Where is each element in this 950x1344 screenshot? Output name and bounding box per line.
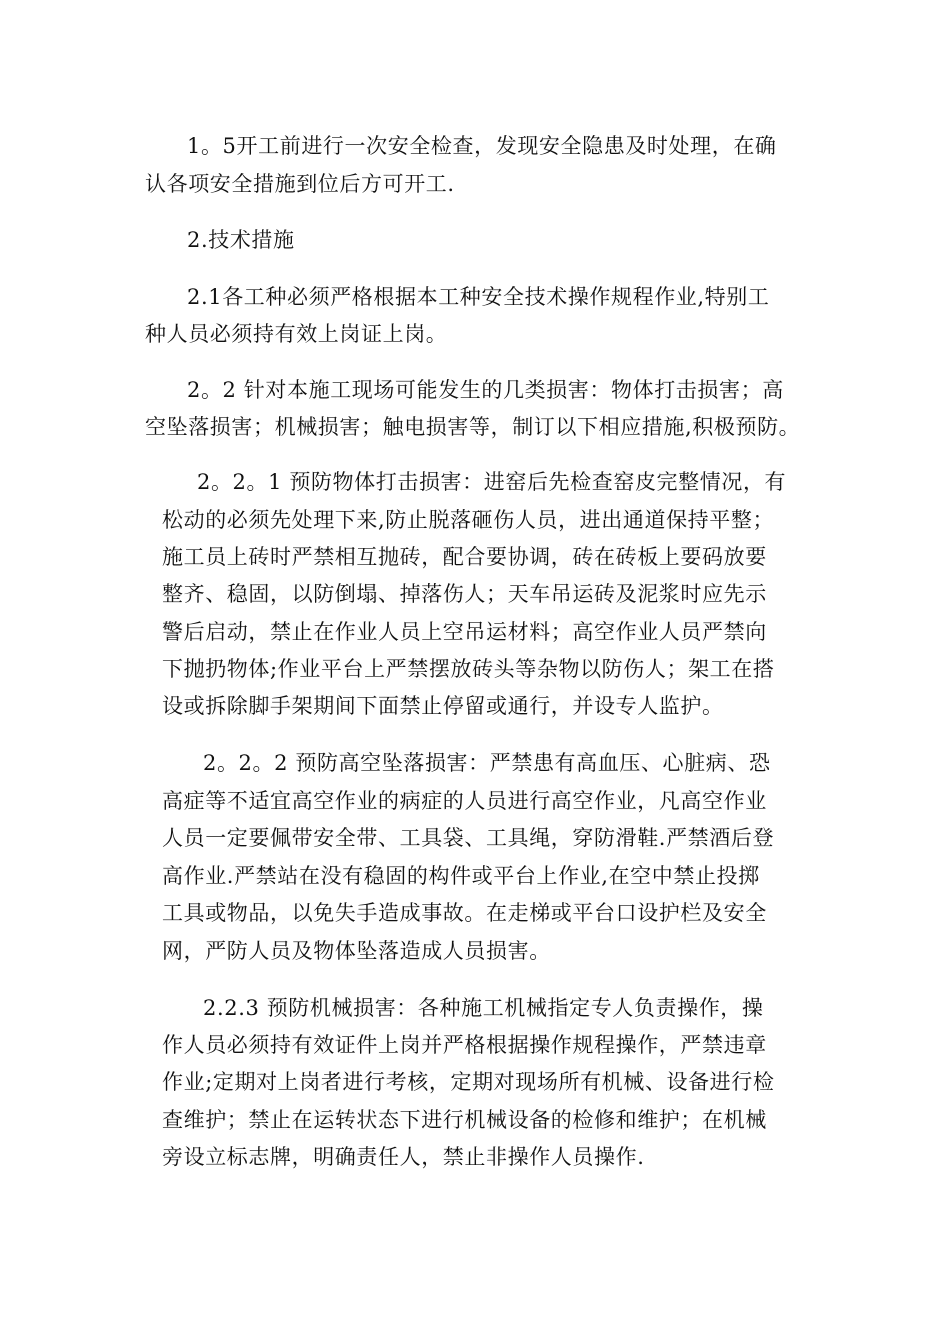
text-line: 2.2.3 预防机械损害：各种施工机械指定专人负责操作，操 <box>203 996 764 1020</box>
text-line: 认各项安全措施到位后方可开工. <box>145 172 455 196</box>
text-line: 空坠落损害；机械损害；触电损害等，制订以下相应措施,积极预防。 <box>145 415 801 439</box>
text-line: 1。5开工前进行一次安全检查，发现安全隐患及时处理，在确 <box>187 134 777 158</box>
text-line: 设或拆除脚手架期间下面禁止停留或通行，并设专人监护。 <box>162 694 724 718</box>
text-line: 2。2 针对本施工现场可能发生的几类损害：物体打击损害；高 <box>187 378 784 402</box>
text-line: 2.1各工种必须严格根据本工种安全技术操作规程作业,特别工 <box>187 285 770 309</box>
text-line: 工具或物品，以免失手造成事故。在走梯或平台口设护栏及安全 <box>162 901 767 925</box>
text-line: 2。2。1 预防物体打击损害：进窑后先检查窑皮完整情况，有 <box>197 470 787 494</box>
text-line: 2。2。2 预防高空坠落损害：严禁患有高血压、心脏病、恐 <box>203 751 771 775</box>
text-line: 高作业.严禁站在没有稳固的构件或平台上作业,在空中禁止投掷 <box>162 864 760 888</box>
text-line: 查维护；禁止在运转状态下进行机械设备的检修和维护；在机械 <box>162 1108 767 1132</box>
text-line: 下抛扔物体;作业平台上严禁摆放砖头等杂物以防伤人；架工在搭 <box>162 657 775 681</box>
text-line: 旁设立标志牌，明确责任人，禁止非操作人员操作. <box>162 1145 645 1169</box>
text-line: 整齐、稳固，以防倒塌、掉落伤人；天车吊运砖及泥浆时应先示 <box>162 582 767 606</box>
text-line: 警后启动，禁止在作业人员上空吊运材料；高空作业人员严禁向 <box>162 620 767 644</box>
text-line: 人员一定要佩带安全带、工具袋、工具绳，穿防滑鞋.严禁酒后登 <box>162 826 775 850</box>
text-line: 高症等不适宜高空作业的病症的人员进行高空作业，凡高空作业 <box>162 789 767 813</box>
text-line: 网，严防人员及物体坠落造成人员损害。 <box>162 939 551 963</box>
section-heading: 2.技术措施 <box>187 228 295 252</box>
text-line: 施工员上砖时严禁相互抛砖，配合要协调，砖在砖板上要码放要 <box>162 545 767 569</box>
text-line: 作业;定期对上岗者进行考核，定期对现场所有机械、设备进行检 <box>162 1070 775 1094</box>
text-line: 松动的必须先处理下来,防止脱落砸伤人员，进出通道保持平整； <box>162 508 775 532</box>
text-line: 作人员必须持有效证件上岗并严格根据操作规程操作，严禁违章 <box>162 1033 767 1057</box>
text-line: 种人员必须持有效上岗证上岗。 <box>145 322 448 346</box>
